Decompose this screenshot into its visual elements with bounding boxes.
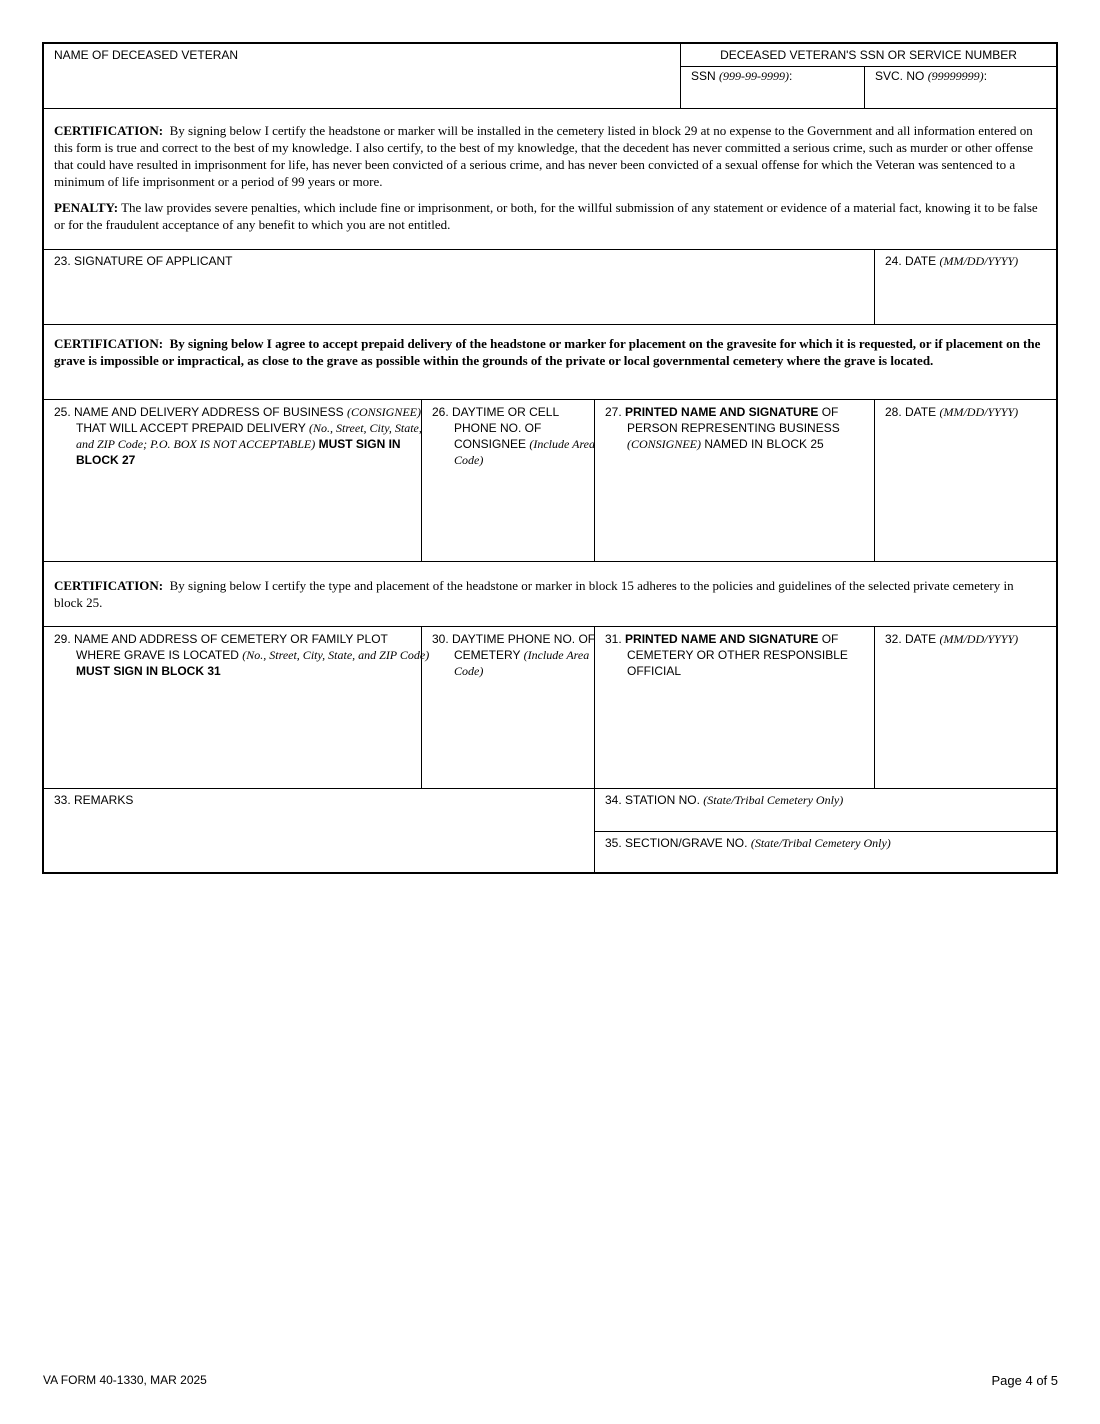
certification-3-text [54,577,1042,611]
certification-3-body: By signing below I certify the type and placement of the headstone or marker in block 15 adheres to the policies and guidelines of the selected private cemetery in block 25. [54,578,1014,610]
certification-1-row [44,109,1056,250]
certification-3-row [44,562,1056,627]
block-24-label-text: 24. DATE [885,254,937,268]
veteran-name-input[interactable] [50,66,674,104]
block-28-cell [874,400,1056,561]
certification-1-body: By signing below I certify the headstone or marker will be installed in the cemetery listed in block 29 at no expense to the Government and all information entered on this form is true and correct to the best of my knowledge. I also certify, to the best of my knowledge, that the decedent has never committed a serious crime, such as murder or other offense that could have resulted in imprisonment for life, has never been convicted of a serious crime, and has never been convicted of a sexual offense for which the Veteran was sentenced to a minimum of life imprisonment or a period of 99 years or more. [54,123,1034,189]
certification-2-title: CERTIFICATION: [54,336,164,351]
ssn-label-text: SSN [691,69,716,83]
block-25-prefix: 25. NAME AND DELIVERY ADDRESS OF BUSINESS [54,405,344,419]
block-23-cell [44,250,874,324]
block-31-cell [594,627,874,788]
veteran-name-cell [44,44,680,108]
cemetery-official-signature-input[interactable] [599,685,871,783]
block-35-italic: (State/Tribal Cemetery Only) [750,836,891,850]
consignee-row [44,400,1056,562]
page-number: Page 4 of 5 [991,1373,1058,1388]
svc-label-text: SVC. NO [875,69,925,83]
block-29-bold: MUST SIGN IN BLOCK 31 [76,664,221,678]
block-35-cell [595,832,1056,872]
block-29-italic: (No., Street, City, State, and ZIP Code) [242,648,430,662]
block-27-num: 27. [605,405,622,419]
cemetery-phone-input[interactable] [426,685,590,783]
block-30-italic: (Include Area Code) [454,648,590,678]
block-29-label [54,631,434,679]
remarks-row [44,789,1056,872]
block-32-cell [874,627,1056,788]
block-31-num: 31. [605,632,622,646]
certification-3-title: CERTIFICATION: [54,578,164,593]
svc-label: SVC. NO (99999999): [875,69,988,83]
ssn-label: SSN (999-99-9999): [691,69,793,83]
block-27-bold: PRINTED NAME AND SIGNATURE [625,405,819,419]
block-24-cell [874,250,1056,324]
svc-format: (99999999) [927,69,984,83]
block-29-cell [44,627,430,788]
applicant-signature-input[interactable] [50,272,868,318]
block-33-cell [44,789,594,872]
remarks-input[interactable] [48,811,590,871]
consignee-name-signature-input[interactable] [599,458,871,556]
block-25-italic: (No., Street, City, State, and ZIP Code; P.O. BOX IS NOT ACCEPTABLE) [76,421,422,451]
business-address-input[interactable] [48,474,417,556]
block-31-end: OF CEMETERY OR OTHER RESPONSIBLE OFFICIAL [627,632,848,678]
certification-2-body: By signing below I agree to accept prepaid delivery of the headstone or marker for placement on the gravesite for which it is requested, or if placement on the grave is impossible or impractical, as close to the grave as possible within the grounds of the private or local governmental cemetery where the grave is located. [54,336,1041,368]
veteran-name-label: NAME OF DECEASED VETERAN [54,48,239,62]
block-28-label-text: 28. DATE [885,405,937,419]
block-32-format: (MM/DD/YYYY) [939,632,1019,646]
svc-input[interactable] [869,86,1054,106]
block-25-mid: THAT WILL ACCEPT PREPAID DELIVERY [76,421,306,435]
block-34-cell [595,789,1056,832]
block-27-mid: OF PERSON REPRESENTING BUSINESS [627,405,840,435]
penalty-body: The law provides severe penalties, which include fine or imprisonment, or both, for the willful submission of any statement or evidence of a material fact, knowing it to be false or for the fraudulent acceptance of any benefit to which you are not entitled. [54,200,1038,232]
block-28-format: (MM/DD/YYYY) [939,405,1019,419]
header-row [44,44,1056,109]
certification-2-text [54,335,1042,369]
block-24-format: (MM/DD/YYYY) [939,254,1019,268]
form-id: VA FORM 40-1330, MAR 2025 [43,1373,207,1387]
block-26-cell [421,400,594,561]
section-grave-no-input[interactable] [599,852,1049,872]
block-27-end: NAMED IN BLOCK 25 [704,437,824,451]
certification-1-title: CERTIFICATION: [54,123,164,138]
block-25-bold: MUST SIGN IN BLOCK 27 [76,437,401,467]
cemetery-row [44,627,1056,789]
certification-1-text [54,122,1042,190]
block-24-label [885,253,1018,269]
block-33-label: 33. REMARKS [54,793,134,807]
block-27-cell [594,400,874,561]
consignee-date-input[interactable] [879,424,1055,504]
block-26-italic: (Include Area Code) [454,437,596,467]
block-30-cell [421,627,594,788]
block-34-label-text: 34. STATION NO. [605,793,700,807]
svc-cell [864,66,1056,108]
block-32-label [885,631,1018,647]
block-30-text: 30. DAYTIME PHONE NO. OF CEMETERY [432,632,596,662]
penalty-title: PENALTY: [54,200,119,215]
block-35-label [605,835,891,851]
block-25-label [54,404,434,468]
block-31-label [605,631,885,679]
block-27-label [605,404,885,452]
block-25-cell [44,400,421,561]
block-26-label [432,404,604,468]
block-30-label [432,631,604,679]
block-34-35-cell [594,789,1056,872]
block-31-bold: PRINTED NAME AND SIGNATURE [625,632,819,646]
applicant-date-input[interactable] [879,272,1055,318]
block-27-italic: (CONSIGNEE) [627,437,701,451]
block-28-label [885,404,1018,420]
certification-2-row [44,325,1056,400]
block-35-label-text: 35. SECTION/GRAVE NO. [605,836,748,850]
block-34-italic: (State/Tribal Cemetery Only) [703,793,844,807]
va-form-page [42,42,1058,874]
block-29-prefix: 29. NAME AND ADDRESS OF CEMETERY OR FAMILY PLOT WHERE GRAVE IS LOCATED [54,632,388,662]
cemetery-address-input[interactable] [48,685,417,783]
block-23-label: 23. SIGNATURE OF APPLICANT [54,254,233,268]
cemetery-date-input[interactable] [879,651,1055,731]
ssn-group-cell [680,44,1056,108]
signature-applicant-row [44,250,1056,325]
block-26-text: 26. DAYTIME OR CELL PHONE NO. OF CONSIGNEE [432,405,559,451]
station-no-input[interactable] [599,809,1049,829]
block-25-consignee: (CONSIGNEE) [347,405,421,419]
ssn-cell [681,66,864,108]
block-34-label [605,792,843,808]
ssn-input[interactable] [685,86,860,106]
consignee-phone-input[interactable] [426,474,590,556]
ssn-group-label: DECEASED VETERAN'S SSN OR SERVICE NUMBER [681,47,1056,67]
ssn-format: (999-99-9999) [719,69,790,83]
block-32-label-text: 32. DATE [885,632,937,646]
penalty-text [54,199,1042,233]
